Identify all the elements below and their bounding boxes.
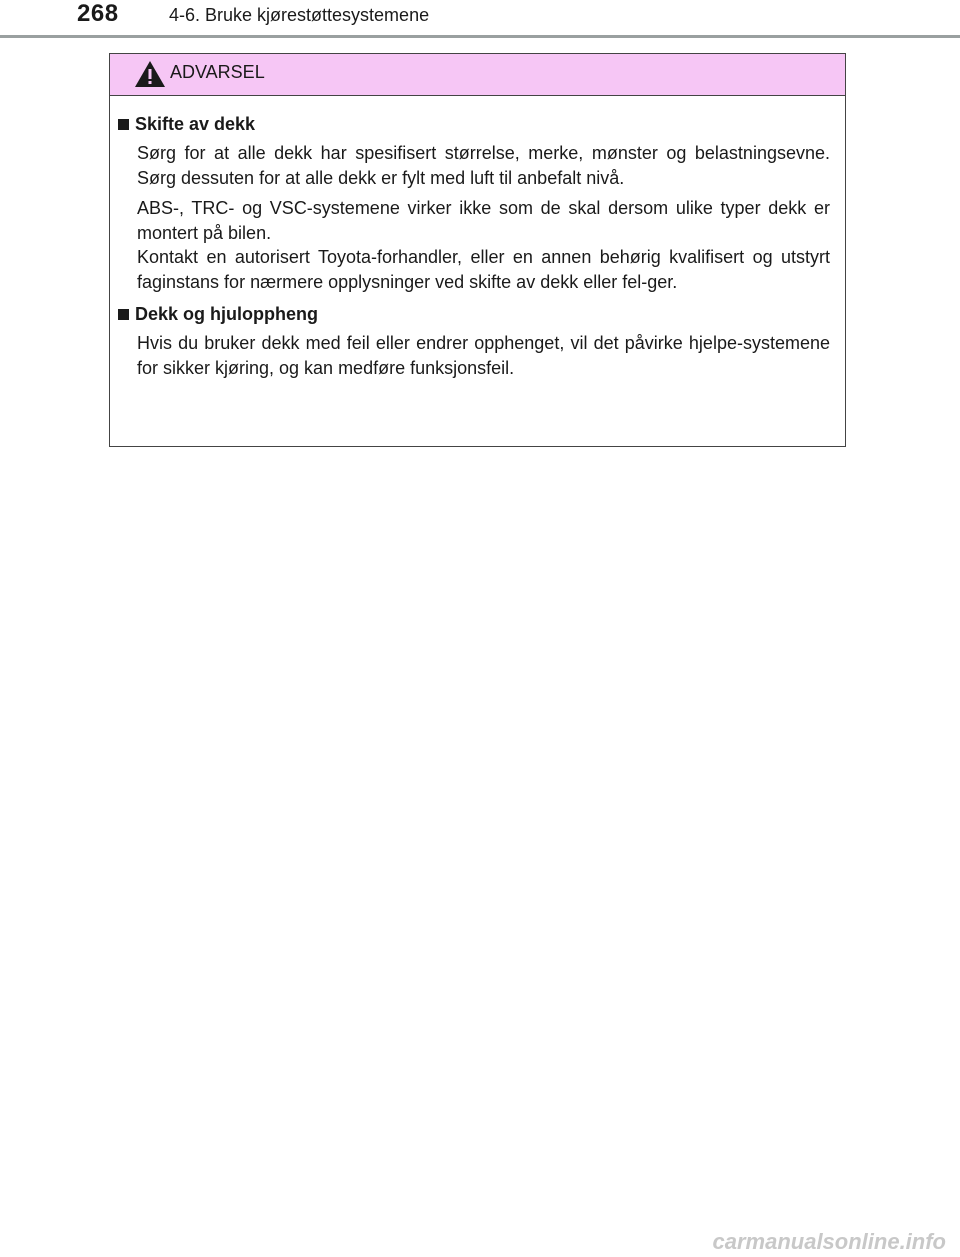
paragraph: Kontakt en autorisert Toyota-forhandler, eller en annen behørig kvalifisert og utstyrt faginstans for nærmere opplysninger ved skifte av dekk eller fel-ger.	[137, 247, 830, 292]
section-title: 4-6. Bruke kjørestøttesystemene	[169, 5, 430, 25]
item-heading	[118, 114, 830, 135]
warning-body	[110, 96, 845, 380]
watermark: carmanualsonline.info	[712, 1229, 946, 1254]
paragraph: Sørg for at alle dekk har spesifisert størrelse, merke, mønster og belastningsevne. Sørg dessuten for at alle dekk er fylt med luft til anbefalt nivå.	[137, 143, 830, 188]
header-rule	[0, 35, 960, 38]
page-number: 268	[77, 0, 119, 27]
warning-triangle-icon	[134, 60, 166, 88]
paragraph: Hvis du bruker dekk med feil eller endrer opphenget, vil det påvirke hjelpe-systemene for sikker kjøring, og kan medføre funksjonsfeil.	[137, 333, 830, 378]
warning-box	[109, 53, 846, 447]
item-heading-text: Skifte av dekk	[135, 114, 256, 134]
item-heading-text: Dekk og hjuloppheng	[135, 304, 318, 324]
square-bullet-icon	[118, 119, 129, 130]
square-bullet-icon	[118, 309, 129, 320]
warning-header	[110, 54, 845, 96]
paragraph: ABS-, TRC- og VSC-systemene virker ikke som de skal dersom ulike typer dekk er montert på bilen.	[137, 198, 830, 243]
item-heading	[118, 304, 830, 325]
warning-title: ADVARSEL	[170, 62, 265, 82]
